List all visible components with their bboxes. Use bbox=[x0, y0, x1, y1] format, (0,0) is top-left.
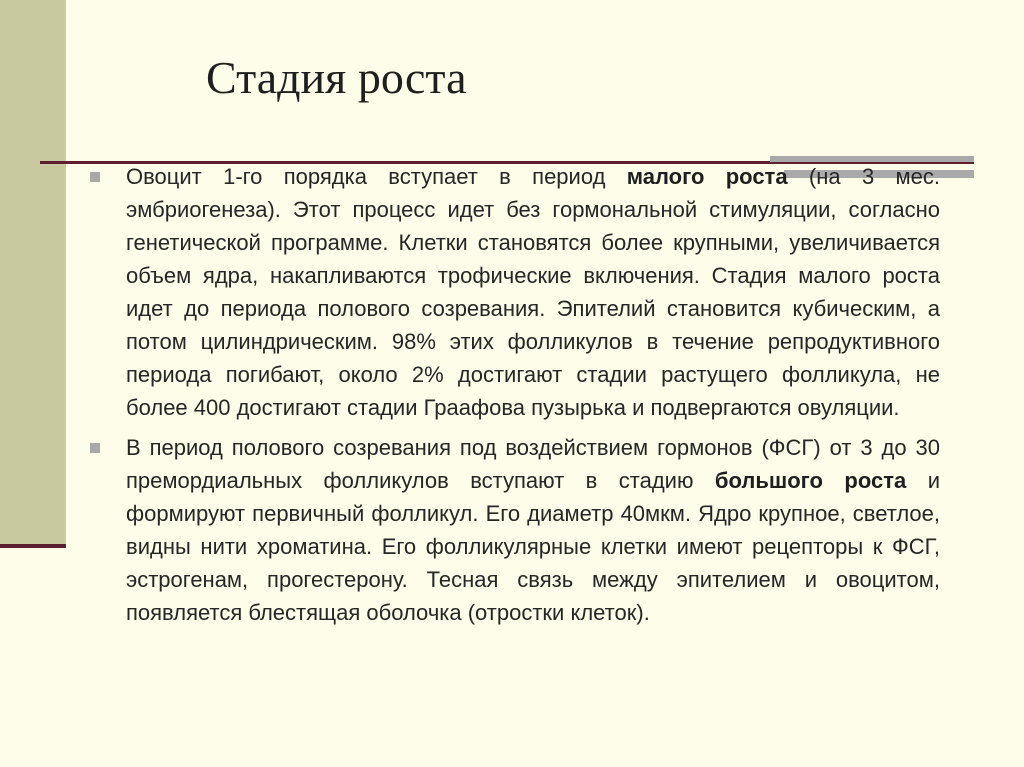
bullet-large-growth bbox=[90, 431, 940, 629]
bullet-bold-term: малого роста bbox=[626, 164, 788, 189]
bullet-text-before: В период полового созревания под воздействием гормонов (ФСГ) от 3 до 30 премордиальных фолликулов вступают в стадию bbox=[126, 435, 940, 493]
slide-content bbox=[90, 160, 940, 636]
square-bullet-icon bbox=[90, 172, 100, 182]
bullet-bold-term: большого роста bbox=[714, 468, 907, 493]
side-bar-rule bbox=[0, 544, 66, 548]
side-bar-decoration bbox=[0, 0, 66, 546]
bullet-small-growth bbox=[90, 160, 940, 424]
bullet-text-after: и формируют первичный фолликул. Его диаметр 40мкм. Ядро крупное, светлое, видны нити хроматина. Его фолликулярные клетки имеют рецепторы к ФСГ, эстрогенам, прогестерону. Тесная связь между эпителием и овоцитом, появляется блестящая оболочка (отростки клеток). bbox=[126, 468, 940, 625]
square-bullet-icon bbox=[90, 443, 100, 453]
bullet-text-after: (на 3 мес. эмбриогенеза). Этот процесс идет без гормональной стимуляции, согласно генетической программе. Клетки становятся более крупными, увеличивается объем ядра, накапливаются трофические включения. Стадия малого роста идет до периода полового созревания. Эпителий становится кубическим, а потом цилиндрическим. 98% этих фолликулов в течение репродуктивного периода погибают, около 2% достигают стадии растущего фолликула, не более 400 достигают стадии Граафова пузырька и подвергаются овуляции. bbox=[126, 164, 940, 420]
slide-title: Стадия роста bbox=[206, 52, 467, 103]
bullet-text-before: Овоцит 1-го порядка вступает в период bbox=[126, 164, 627, 189]
